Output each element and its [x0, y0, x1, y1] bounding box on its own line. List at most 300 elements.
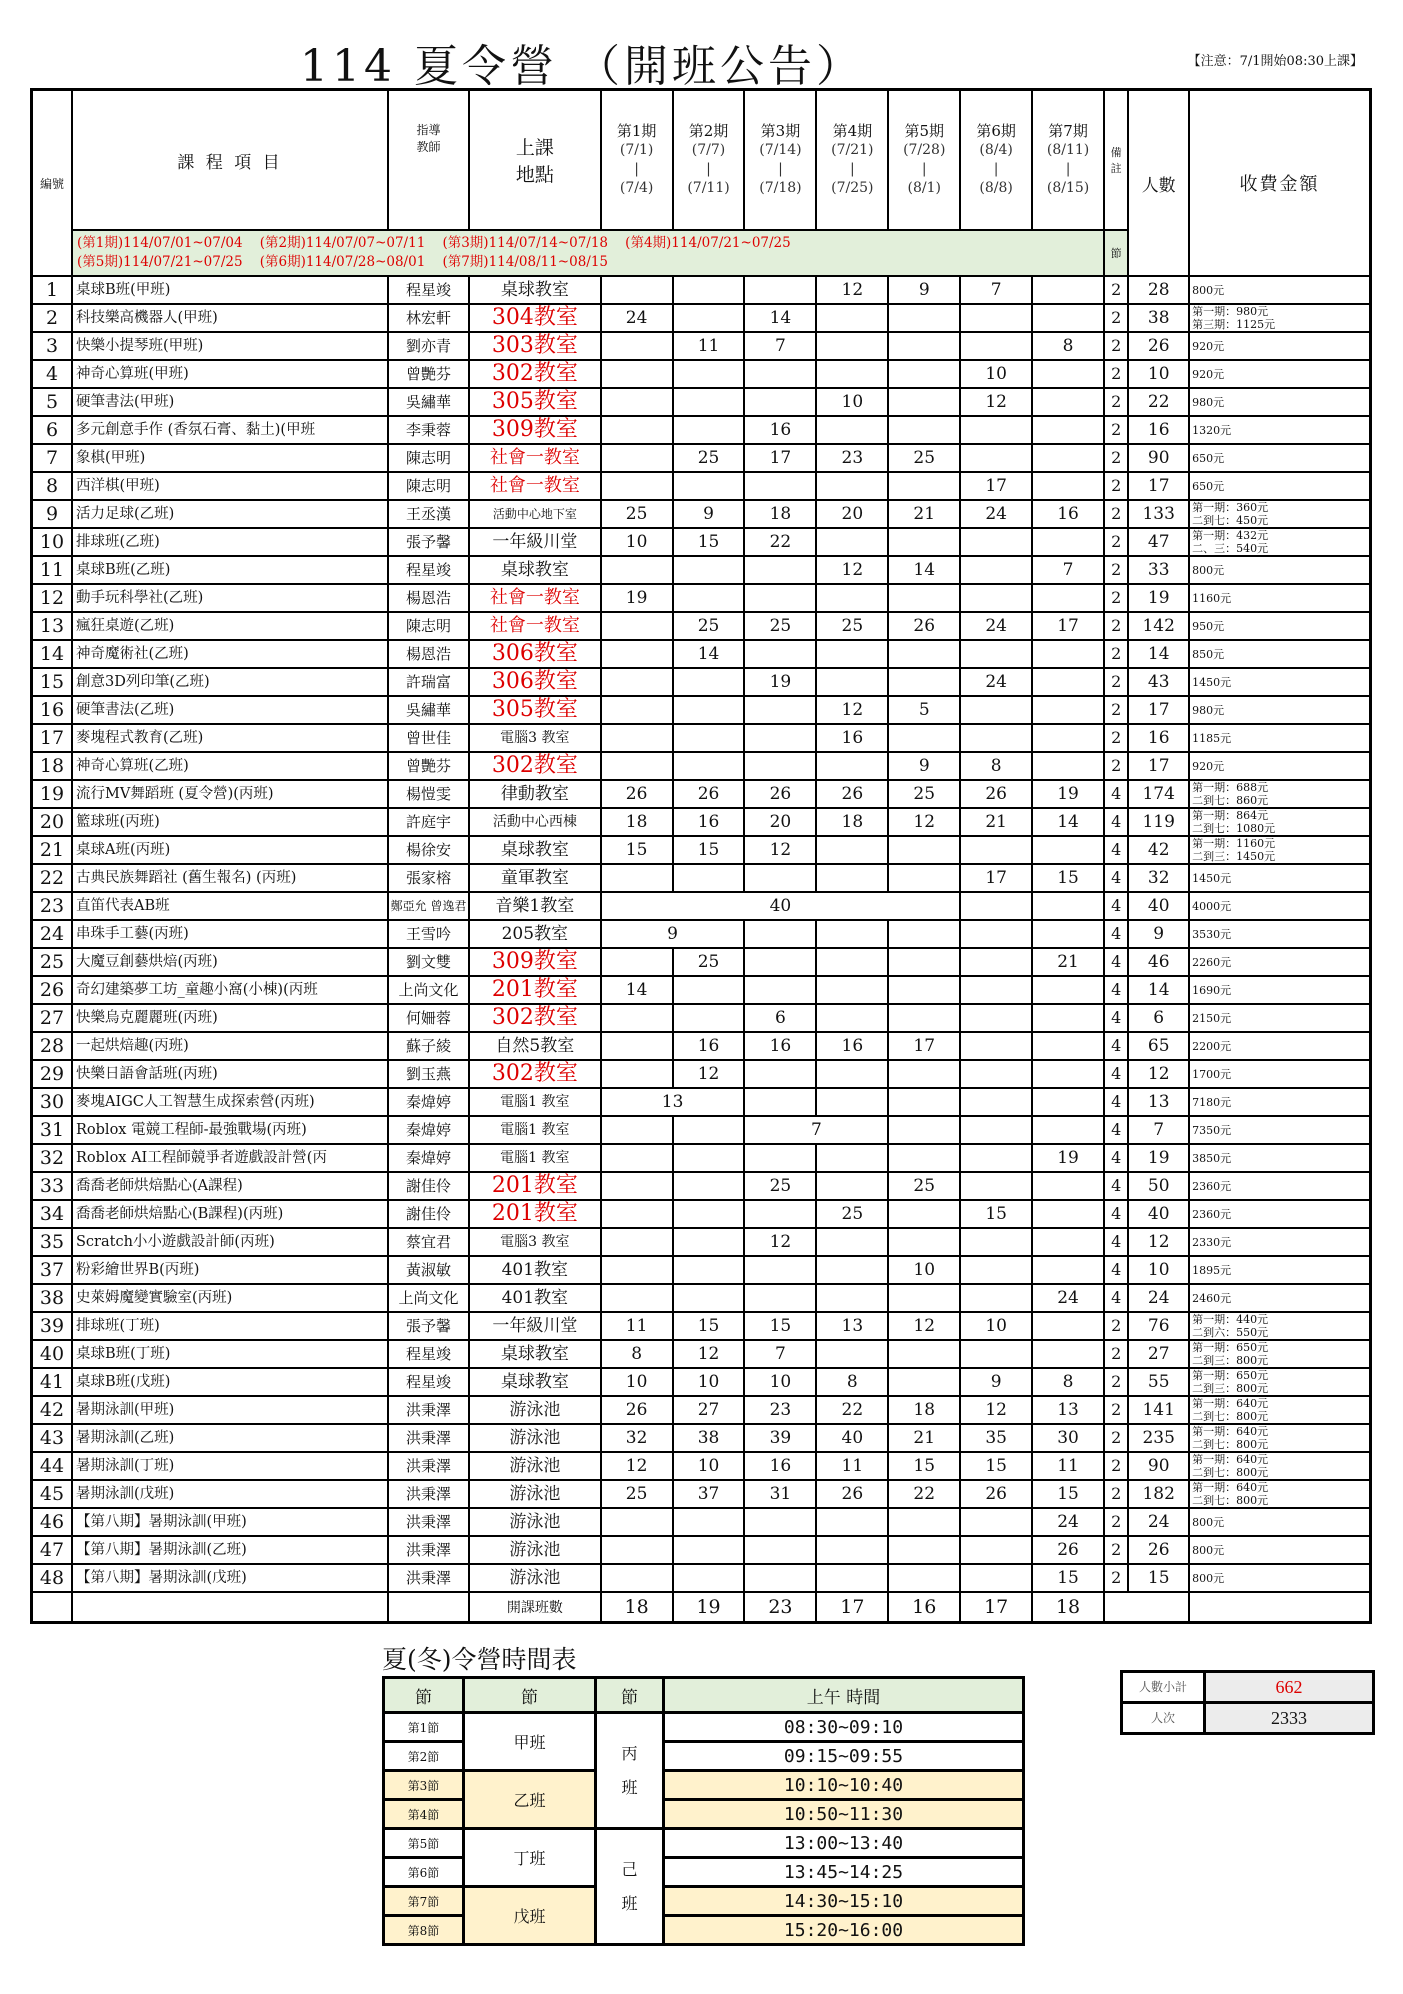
period-count: 15	[673, 836, 745, 864]
period-count	[673, 976, 745, 1004]
period-count: 12	[960, 388, 1032, 416]
period-count	[960, 584, 1032, 612]
period-count: 15	[601, 836, 673, 864]
student-count: 9	[1128, 920, 1189, 948]
location: 電腦3 教室	[469, 724, 601, 752]
course-name: 快樂烏克麗麗班(丙班)	[72, 1004, 388, 1032]
period-count	[816, 1088, 888, 1116]
fee-amount	[1189, 1284, 1370, 1312]
row-number: 11	[32, 556, 73, 584]
node-count: 2	[1104, 556, 1128, 584]
period-count	[673, 1004, 745, 1032]
student-count: 40	[1128, 892, 1189, 920]
fee-line: 1895元	[1192, 1263, 1232, 1277]
fee-line: 第三期：1125元	[1192, 318, 1276, 331]
period-count: 16	[816, 1032, 888, 1060]
table-row	[32, 1060, 1371, 1088]
period-count	[601, 1172, 673, 1200]
student-count: 26	[1128, 1536, 1189, 1564]
period-count: 26	[888, 612, 960, 640]
period-count	[960, 892, 1032, 920]
period-count: 25	[601, 1480, 673, 1508]
period-count	[744, 920, 816, 948]
node-count: 4	[1104, 1256, 1128, 1284]
location: 桌球教室	[469, 556, 601, 584]
period-count	[1032, 1032, 1104, 1060]
course-name: 科技樂高機器人(甲班)	[72, 304, 388, 332]
fee-line: 二到七：800元	[1192, 1494, 1269, 1507]
period-count: 18	[816, 808, 888, 836]
visits-label: 人次	[1122, 1703, 1205, 1734]
location: 302教室	[469, 1060, 601, 1088]
fee-line: 800元	[1192, 283, 1225, 297]
time-range: 13:00~13:40	[664, 1829, 1024, 1858]
student-count: 141	[1128, 1396, 1189, 1424]
period-count: 23	[744, 1396, 816, 1424]
header-period: 第5期 (7/28) | (8/1)	[888, 90, 960, 231]
period-count	[816, 1564, 888, 1592]
table-row	[32, 304, 1371, 332]
period-count	[960, 1032, 1032, 1060]
student-count: 76	[1128, 1312, 1189, 1340]
summary-blank	[1104, 1592, 1189, 1623]
fee-amount	[1189, 836, 1370, 864]
schedule-block	[382, 1644, 1025, 1946]
period-count: 26	[1032, 1536, 1104, 1564]
period-count	[960, 444, 1032, 472]
course-name: 西洋棋(甲班)	[72, 472, 388, 500]
period-count: 22	[816, 1396, 888, 1424]
fee-line: 二、三：540元	[1192, 542, 1269, 555]
node-count: 2	[1104, 1396, 1128, 1424]
teacher-name: 鄭亞允 曾逸君	[388, 892, 469, 920]
row-number: 30	[32, 1088, 73, 1116]
period-count: 25	[816, 612, 888, 640]
period-count	[673, 1508, 745, 1536]
period-count	[960, 332, 1032, 360]
schedule-row	[384, 1713, 1024, 1742]
node-count: 2	[1104, 1536, 1128, 1564]
period-count	[673, 472, 745, 500]
period-count	[960, 920, 1032, 948]
location: 305教室	[469, 696, 601, 724]
period-count: 16	[1032, 500, 1104, 528]
table-row	[32, 1256, 1371, 1284]
node-count: 2	[1104, 1480, 1128, 1508]
period-count	[816, 976, 888, 1004]
slot-label: 第5節	[384, 1829, 464, 1858]
period-count: 14	[888, 556, 960, 584]
fee-line: 二到六：550元	[1192, 1326, 1269, 1339]
table-row	[32, 276, 1371, 304]
teacher-name: 張予馨	[388, 528, 469, 556]
node-count: 4	[1104, 976, 1128, 1004]
summary-blank	[388, 1592, 469, 1623]
period-count	[888, 304, 960, 332]
table-row	[32, 472, 1371, 500]
period-count	[601, 752, 673, 780]
course-name: 動手玩科學社(乙班)	[72, 584, 388, 612]
period-count: 37	[673, 1480, 745, 1508]
header-course: 課 程 項 目	[72, 90, 388, 231]
period-count: 11	[1032, 1452, 1104, 1480]
period-count: 25	[888, 780, 960, 808]
course-name: 麥塊程式教育(乙班)	[72, 724, 388, 752]
period-count	[960, 1256, 1032, 1284]
student-count: 90	[1128, 1452, 1189, 1480]
student-count: 119	[1128, 808, 1189, 836]
row-number: 10	[32, 528, 73, 556]
location: 303教室	[469, 332, 601, 360]
location: 社會一教室	[469, 472, 601, 500]
course-name: 粉彩繪世界B(丙班)	[72, 1256, 388, 1284]
period-count	[601, 696, 673, 724]
node-count: 4	[1104, 1200, 1128, 1228]
location: 201教室	[469, 1172, 601, 1200]
row-number: 7	[32, 444, 73, 472]
table-row	[32, 416, 1371, 444]
period-count: 12	[673, 1060, 745, 1088]
student-count: 235	[1128, 1424, 1189, 1452]
period-count	[888, 584, 960, 612]
node-count: 2	[1104, 304, 1128, 332]
period-count	[673, 1256, 745, 1284]
period-count	[960, 1060, 1032, 1088]
node-count: 2	[1104, 752, 1128, 780]
period-count	[744, 584, 816, 612]
student-count: 46	[1128, 948, 1189, 976]
fee-amount	[1189, 780, 1370, 808]
course-name: 奇幻建築夢工坊_童趣小窩(小棟)(丙班	[72, 976, 388, 1004]
period-count	[744, 276, 816, 304]
row-number: 14	[32, 640, 73, 668]
teacher-name: 程星竣	[388, 1340, 469, 1368]
teacher-name: 許庭宇	[388, 808, 469, 836]
period-count: 16	[673, 808, 745, 836]
teacher-name: 上尚文化	[388, 1284, 469, 1312]
node-count: 2	[1104, 1508, 1128, 1536]
period-count: 7	[744, 1340, 816, 1368]
period-count	[888, 1564, 960, 1592]
period-count: 15	[1032, 1480, 1104, 1508]
period-count: 26	[816, 1480, 888, 1508]
course-name: 暑期泳訓(丁班)	[72, 1452, 388, 1480]
period-count	[816, 1284, 888, 1312]
fee-amount	[1189, 1004, 1370, 1032]
table-row	[32, 780, 1371, 808]
student-count: 14	[1128, 976, 1189, 1004]
teacher-name: 曾艷芬	[388, 752, 469, 780]
node-count: 2	[1104, 472, 1128, 500]
fee-line: 二到三：800元	[1192, 1354, 1269, 1367]
period-count: 26	[673, 780, 745, 808]
table-row	[32, 808, 1371, 836]
location: 游泳池	[469, 1508, 601, 1536]
course-name: 史萊姆魔變實驗室(丙班)	[72, 1284, 388, 1312]
location: 童軍教室	[469, 864, 601, 892]
period-count	[744, 752, 816, 780]
node-count: 2	[1104, 388, 1128, 416]
row-number: 38	[32, 1284, 73, 1312]
location: 205教室	[469, 920, 601, 948]
fee-amount	[1189, 444, 1370, 472]
location: 401教室	[469, 1284, 601, 1312]
course-name: 桌球B班(戊班)	[72, 1368, 388, 1396]
course-name: 暑期泳訓(乙班)	[72, 1424, 388, 1452]
header-period: 第6期 (8/4) | (8/8)	[960, 90, 1032, 231]
fee-amount	[1189, 1116, 1370, 1144]
row-number: 24	[32, 920, 73, 948]
period-count	[601, 360, 673, 388]
fee-amount	[1189, 808, 1370, 836]
location: 電腦1 教室	[469, 1116, 601, 1144]
teacher-name: 謝佳伶	[388, 1200, 469, 1228]
period-count: 25	[744, 1172, 816, 1200]
fee-amount	[1189, 1368, 1370, 1396]
fee-amount	[1189, 416, 1370, 444]
period-count	[960, 416, 1032, 444]
period-count	[601, 668, 673, 696]
fee-amount	[1189, 276, 1370, 304]
period-count	[601, 388, 673, 416]
table-row	[32, 528, 1371, 556]
period-count	[601, 1032, 673, 1060]
period-count	[1032, 1004, 1104, 1032]
period-count: 5	[888, 696, 960, 724]
fee-line: 第一期：640元	[1192, 1453, 1269, 1466]
period-count	[1032, 584, 1104, 612]
period-count: 11	[601, 1312, 673, 1340]
table-row	[32, 1340, 1371, 1368]
node-count: 4	[1104, 948, 1128, 976]
node-count: 4	[1104, 1032, 1128, 1060]
summary-value: 18	[601, 1592, 673, 1623]
row-number: 46	[32, 1508, 73, 1536]
period-count	[816, 640, 888, 668]
schedule-header-cell: 節	[464, 1678, 596, 1713]
teacher-name: 林宏軒	[388, 304, 469, 332]
period-count	[960, 304, 1032, 332]
course-name: 喬喬老師烘焙點心(B課程)(丙班)	[72, 1200, 388, 1228]
period-count: 26	[601, 780, 673, 808]
student-count: 16	[1128, 724, 1189, 752]
node-count: 2	[1104, 1424, 1128, 1452]
row-number: 9	[32, 500, 73, 528]
fee-line: 7350元	[1192, 1123, 1232, 1137]
location: 309教室	[469, 416, 601, 444]
fee-amount	[1189, 1452, 1370, 1480]
course-name: 快樂日語會話班(丙班)	[72, 1060, 388, 1088]
fee-amount	[1189, 752, 1370, 780]
row-number: 34	[32, 1200, 73, 1228]
teacher-name: 秦煒婷	[388, 1116, 469, 1144]
fee-amount	[1189, 1396, 1370, 1424]
node-count: 2	[1104, 612, 1128, 640]
location: 桌球教室	[469, 1340, 601, 1368]
student-count: 33	[1128, 556, 1189, 584]
period-count	[816, 752, 888, 780]
period-count: 10	[816, 388, 888, 416]
period-count: 25	[673, 948, 745, 976]
fee-amount	[1189, 1088, 1370, 1116]
student-count: 16	[1128, 416, 1189, 444]
period-count	[888, 864, 960, 892]
period-count	[673, 584, 745, 612]
location: 自然5教室	[469, 1032, 601, 1060]
table-row	[32, 1452, 1371, 1480]
node-count: 2	[1104, 584, 1128, 612]
table-row	[32, 1116, 1371, 1144]
fee-amount	[1189, 1228, 1370, 1256]
row-number: 37	[32, 1256, 73, 1284]
period-count: 12	[744, 1228, 816, 1256]
fee-line: 二到七：450元	[1192, 514, 1269, 527]
table-row	[32, 920, 1371, 948]
slot-label: 第1節	[384, 1713, 464, 1742]
location: 201教室	[469, 1200, 601, 1228]
teacher-name: 何姍蓉	[388, 1004, 469, 1032]
period-count: 12	[673, 1340, 745, 1368]
period-count: 31	[744, 1480, 816, 1508]
teacher-name: 楊徐安	[388, 836, 469, 864]
period-count	[960, 640, 1032, 668]
course-name: 暑期泳訓(戊班)	[72, 1480, 388, 1508]
period-count: 14	[601, 976, 673, 1004]
period-count	[744, 388, 816, 416]
node-count: 2	[1104, 500, 1128, 528]
student-count: 28	[1128, 276, 1189, 304]
fee-line: 第一期：864元	[1192, 809, 1269, 822]
period-count: 35	[960, 1424, 1032, 1452]
period-count: 15	[744, 1312, 816, 1340]
row-number: 31	[32, 1116, 73, 1144]
period-count	[673, 1116, 745, 1144]
teacher-name: 黃淑敏	[388, 1256, 469, 1284]
period-count	[816, 472, 888, 500]
summary-value: 17	[960, 1592, 1032, 1623]
teacher-name: 洪秉澤	[388, 1564, 469, 1592]
slot-label: 第6節	[384, 1858, 464, 1887]
period-count	[888, 332, 960, 360]
time-range: 13:45~14:25	[664, 1858, 1024, 1887]
table-row	[32, 444, 1371, 472]
period-count	[1032, 304, 1104, 332]
period-count	[1032, 388, 1104, 416]
period-count	[744, 864, 816, 892]
table-row	[32, 640, 1371, 668]
node-count: 2	[1104, 360, 1128, 388]
course-name: Scratch小小遊戲設計師(丙班)	[72, 1228, 388, 1256]
period-count	[601, 612, 673, 640]
fee-line: 2460元	[1192, 1291, 1232, 1305]
period-count	[960, 1172, 1032, 1200]
period-count	[744, 1508, 816, 1536]
slot-label: 第3節	[384, 1771, 464, 1800]
period-count: 15	[1032, 864, 1104, 892]
period-count	[960, 1088, 1032, 1116]
subtotal-label: 人數小計	[1122, 1672, 1205, 1703]
table-row	[32, 752, 1371, 780]
period-count	[601, 1536, 673, 1564]
course-name: 桌球B班(乙班)	[72, 556, 388, 584]
course-rows	[32, 276, 1371, 1592]
period-count	[1032, 360, 1104, 388]
summary-value: 16	[888, 1592, 960, 1623]
summary-value: 23	[744, 1592, 816, 1623]
period-count: 17	[888, 1032, 960, 1060]
location: 305教室	[469, 388, 601, 416]
period-count	[601, 1256, 673, 1284]
teacher-name: 洪秉澤	[388, 1424, 469, 1452]
course-name: 流行MV舞蹈班 (夏令營)(丙班)	[72, 780, 388, 808]
fee-line: 4000元	[1192, 899, 1232, 913]
table-row	[32, 948, 1371, 976]
period-count	[816, 668, 888, 696]
period-count: 8	[816, 1368, 888, 1396]
teacher-name: 王丞漢	[388, 500, 469, 528]
table-row	[32, 724, 1371, 752]
fee-line: 第一期：688元	[1192, 781, 1269, 794]
teacher-name: 劉玉燕	[388, 1060, 469, 1088]
period-count	[816, 920, 888, 948]
slot-label: 第2節	[384, 1742, 464, 1771]
period-count: 15	[673, 1312, 745, 1340]
fee-line: 950元	[1192, 619, 1225, 633]
period-count: 23	[816, 444, 888, 472]
summary-row	[32, 1592, 1371, 1623]
header-count: 人數	[1128, 90, 1189, 277]
location: 社會一教室	[469, 584, 601, 612]
course-name: 喬喬老師烘焙點心(A課程)	[72, 1172, 388, 1200]
node-count: 2	[1104, 1564, 1128, 1592]
table-row	[32, 1144, 1371, 1172]
node-count: 2	[1104, 528, 1128, 556]
period-count: 21	[888, 1424, 960, 1452]
time-range: 08:30~09:10	[664, 1713, 1024, 1742]
teacher-name: 楊恩浩	[388, 640, 469, 668]
teacher-name: 許瑞富	[388, 668, 469, 696]
period-count	[888, 1284, 960, 1312]
period-count: 12	[816, 276, 888, 304]
time-range: 10:50~11:30	[664, 1800, 1024, 1829]
fee-line: 800元	[1192, 1515, 1225, 1529]
schedule-header-cell: 上午 時間	[664, 1678, 1024, 1713]
course-name: 【第八期】暑期泳訓(甲班)	[72, 1508, 388, 1536]
node-count: 2	[1104, 1368, 1128, 1396]
period-count	[744, 360, 816, 388]
row-number: 33	[32, 1172, 73, 1200]
table-row	[32, 1032, 1371, 1060]
teacher-name: 上尚文化	[388, 976, 469, 1004]
period-count: 8	[1032, 1368, 1104, 1396]
group-label: 丁班	[464, 1829, 596, 1887]
table-row	[32, 1172, 1371, 1200]
student-count: 19	[1128, 1144, 1189, 1172]
node-count: 2	[1104, 416, 1128, 444]
table-row	[32, 1088, 1371, 1116]
period-count	[960, 836, 1032, 864]
row-number: 15	[32, 668, 73, 696]
fee-line: 3850元	[1192, 1151, 1232, 1165]
table-row	[32, 836, 1371, 864]
row-number: 20	[32, 808, 73, 836]
row-number: 2	[32, 304, 73, 332]
slot-label: 第7節	[384, 1887, 464, 1916]
teacher-name: 洪秉澤	[388, 1480, 469, 1508]
fee-amount	[1189, 332, 1370, 360]
fee-amount	[1189, 556, 1370, 584]
period-count: 30	[1032, 1424, 1104, 1452]
